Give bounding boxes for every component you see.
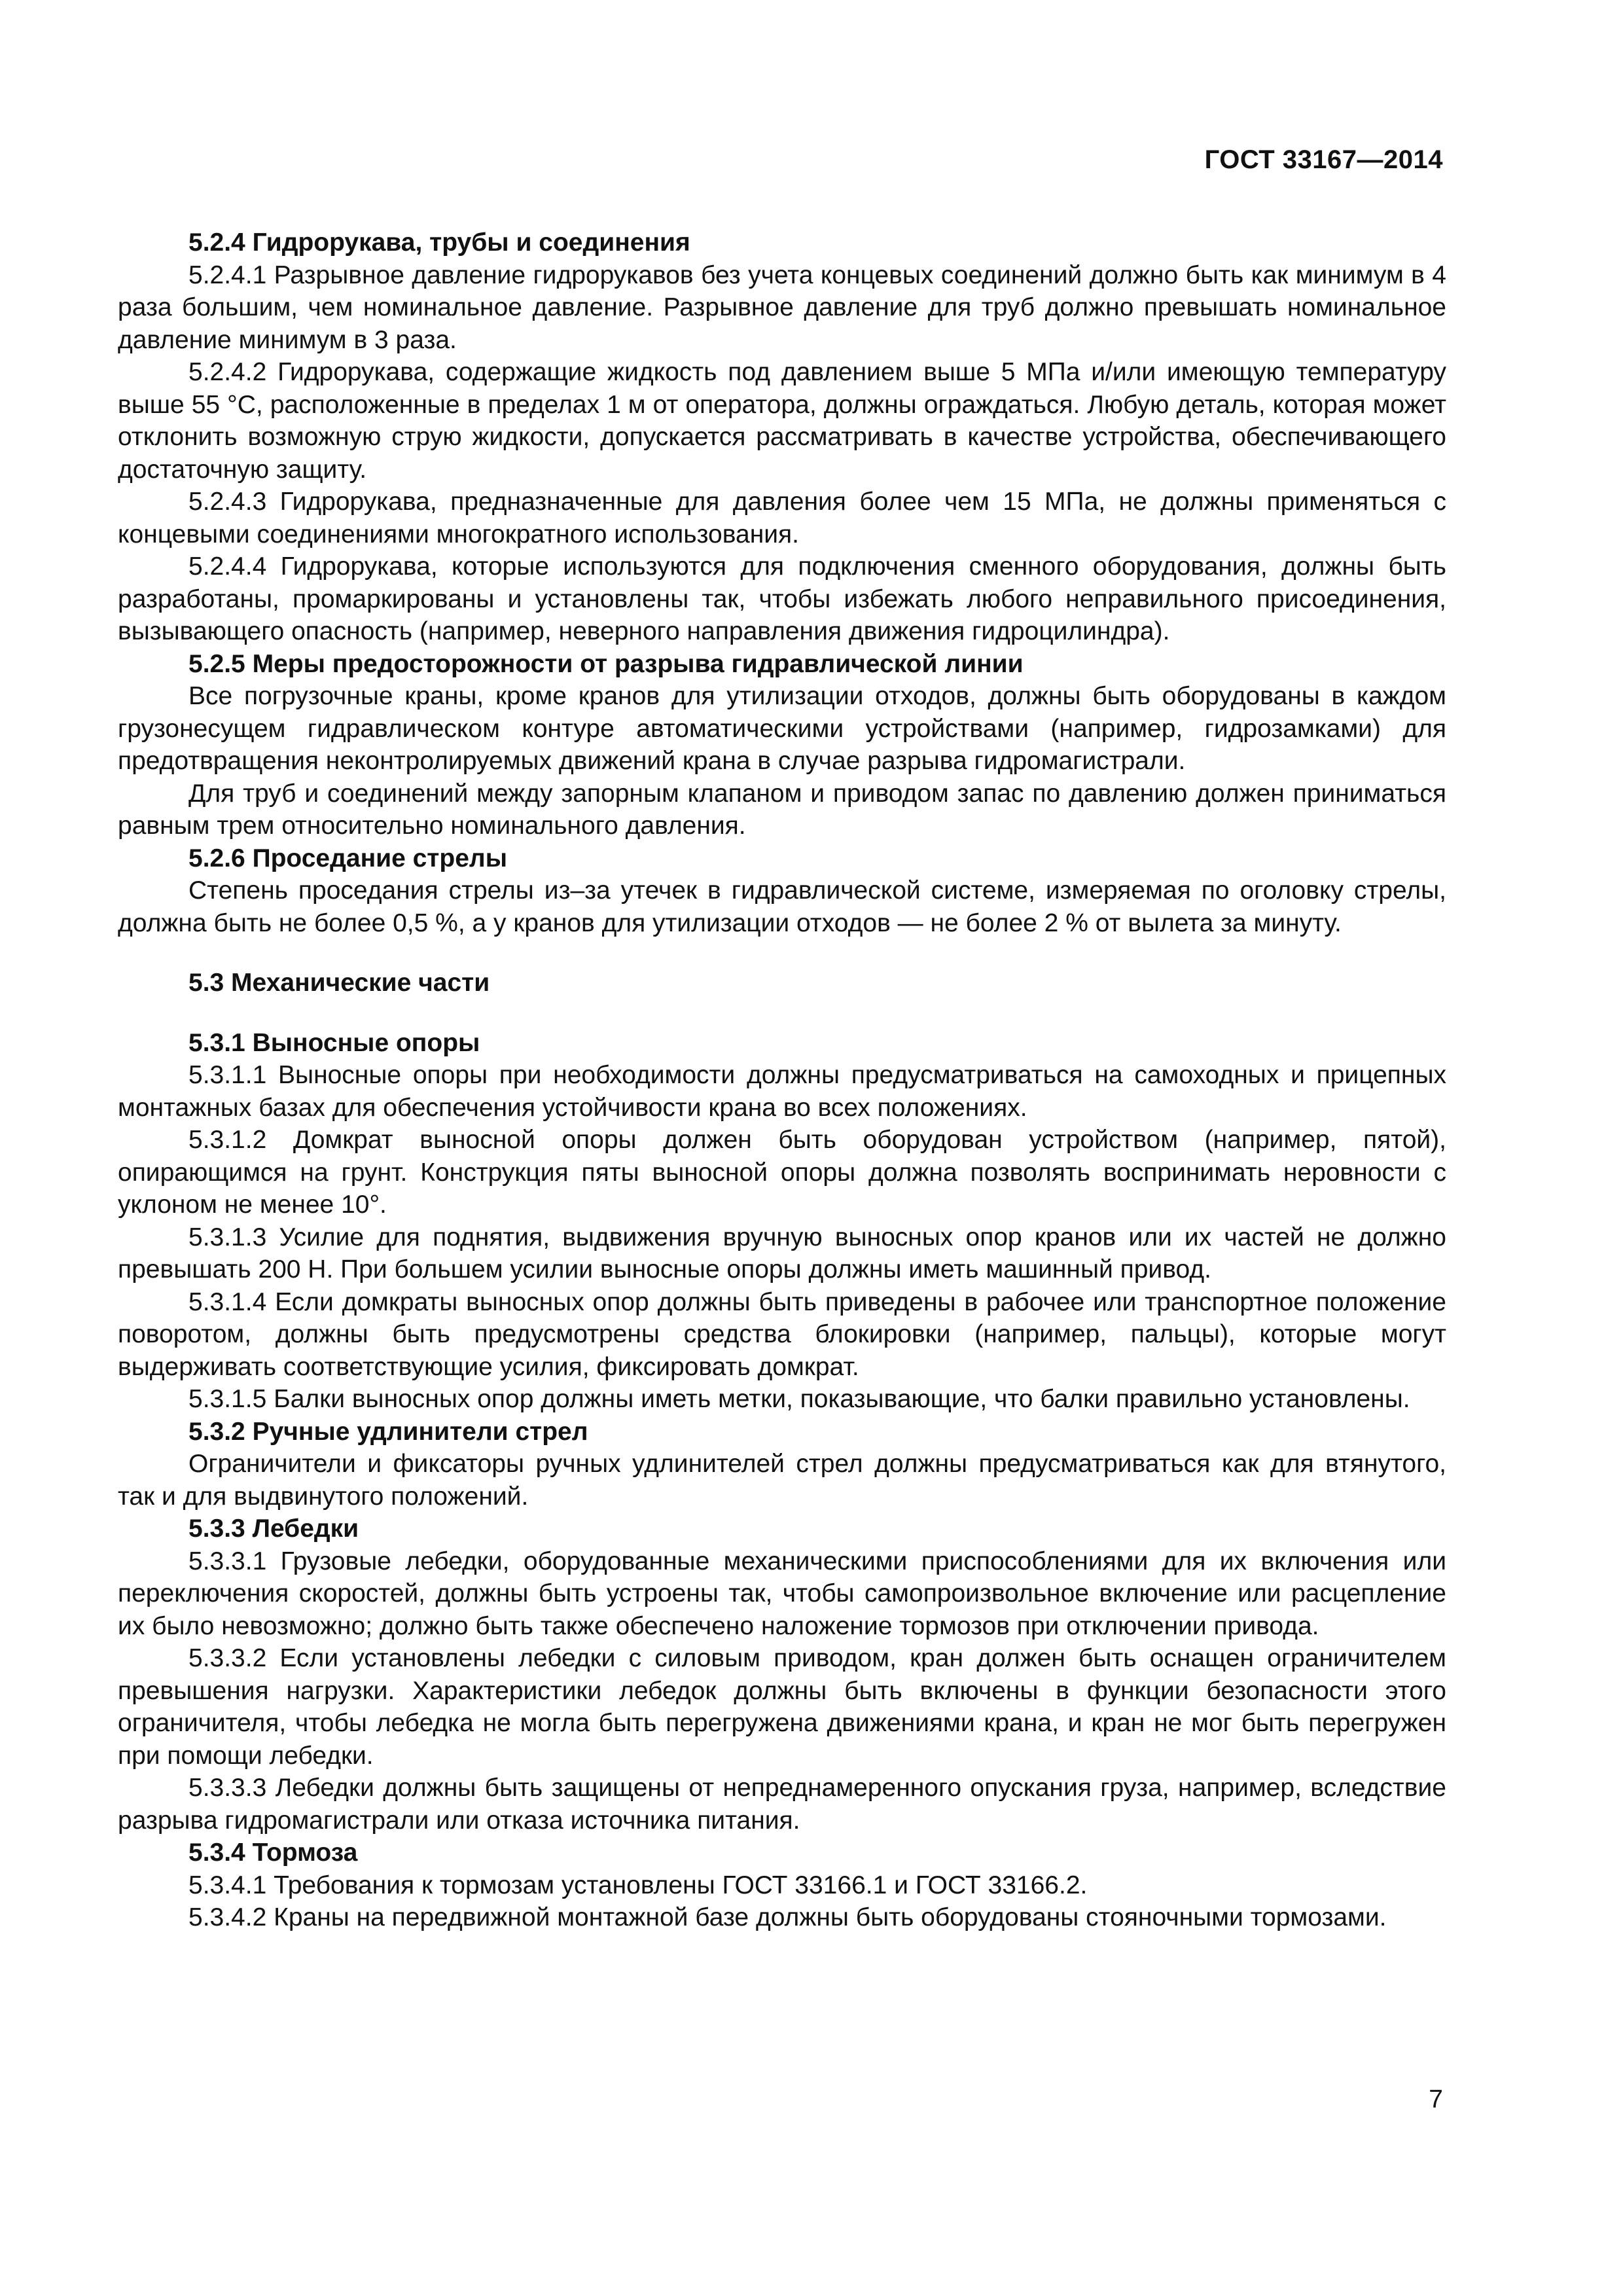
paragraph: Все погрузочные краны, кроме кранов для утилизации отходов, должны быть оборудованы в каждом грузонесущем гидравлическом контуре автоматическими устройствами (например, гидрозамками) для предотвращения неконтролируемых движений крана в случае разрыва гидромагистрали. <box>118 682 1446 775</box>
paragraph: 5.3.4.2 Краны на передвижной монтажной базе должны быть оборудованы стояночными тормозами. <box>188 1903 1387 1931</box>
paragraph: Для труб и соединений между запорным клапаном и приводом запас по давлению должен приниматься равным трем относительно номинального давления. <box>118 779 1446 840</box>
paragraph: 5.3.1.4 Если домкраты выносных опор должны быть приведены в рабочее или транспортное положение поворотом, должны быть предусмотрены средства блокировки (например, пальцы), которые могут выдерживать соответствующие усилия, фиксировать домкрат. <box>118 1287 1446 1381</box>
section-heading: 5.3 Механические части <box>188 969 490 997</box>
paragraph: 5.3.3.1 Грузовые лебедки, оборудованные механическими приспособлениями для их включения или переключения скоростей, должны быть устроены так, чтобы самопроизвольное включение или расцепление их было невозможно; должно быть также обеспечено наложение тормозов при отключении привода. <box>118 1547 1446 1640</box>
paragraph: 5.3.3.2 Если установлены лебедки с силовым приводом, кран должен быть оснащен ограничителем превышения нагрузки. Характеристики лебедок должны быть включены в функции безопасности этого ограничителя, чтобы лебедка не могла быть перегружена движениями крана, и кран не мог быть перегружен при помощи лебедки. <box>118 1644 1446 1770</box>
section-heading: 5.2.6 Проседание стрелы <box>188 844 508 872</box>
paragraph: 5.2.4.1 Разрывное давление гидрорукавов без учета концевых соединений должно быть как минимум в 4 раза большим, чем номинальное давление. Разрывное давление для труб должно превышать номинальное давление минимум в 3 раза. <box>118 260 1446 354</box>
paragraph: 5.3.1.3 Усилие для поднятия, выдвижения вручную выносных опор кранов или их частей не должно превышать 200 Н. При большем усилии выносные опоры должны иметь машинный привод. <box>118 1223 1446 1283</box>
paragraph: 5.2.4.4 Гидрорукава, которые используются для подключения сменного оборудования, должны быть разработаны, промаркированы и установлены так, чтобы избежать любого неправильного присоединения, вызывающего опасность (например, неверного направления движения гидроцилиндра). <box>118 552 1446 645</box>
document-body <box>118 226 1446 1934</box>
paragraph: 5.3.1.2 Домкрат выносной опоры должен быть оборудован устройством (например, пятой), опирающимся на грунт. Конструкция пяты выносной опоры должна позволять воспринимать неровности с уклоном не менее 10°. <box>118 1126 1446 1219</box>
section-heading: 5.3.1 Выносные опоры <box>188 1028 480 1057</box>
paragraph: 5.3.1.1 Выносные опоры при необходимости должны предусматриваться на самоходных и прицепных монтажных базах для обеспечения устойчивости крана во всех положениях. <box>118 1061 1446 1122</box>
page-number: 7 <box>1429 2085 1443 2113</box>
paragraph: 5.3.4.1 Требования к тормозам установлены ГОСТ 33166.1 и ГОСТ 33166.2. <box>188 1871 1088 1899</box>
paragraph: Ограничители и фиксаторы ручных удлинителей стрел должны предусматриваться как для втянутого, так и для выдвинутого положений. <box>118 1450 1446 1511</box>
paragraph: 5.3.1.5 Балки выносных опор должны иметь метки, показывающие, что балки правильно установлены. <box>188 1385 1410 1413</box>
standard-designation-header: ГОСТ 33167—2014 <box>1204 145 1443 174</box>
section-heading: 5.2.5 Меры предосторожности от разрыва гидравлической линии <box>188 649 1024 678</box>
paragraph: Степень проседания стрелы из–за утечек в гидравлической системе, измеряемая по оголовку стрелы, должна быть не более 0,5 %, а у кранов для утилизации отходов — не более 2 % от вылета за минуту. <box>118 876 1446 937</box>
section-heading: 5.3.4 Тормоза <box>188 1839 358 1867</box>
section-heading: 5.2.4 Гидрорукава, трубы и соединения <box>188 228 690 257</box>
paragraph: 5.2.4.2 Гидрорукава, содержащие жидкость под давлением выше 5 МПа и/или имеющую температуру выше 55 °С, расположенные в пределах 1 м от оператора, должны ограждаться. Любую деталь, которая может отклонить возможную струю жидкости, допускается рассматривать в качестве устройства, обеспечивающего достаточную защиту. <box>118 358 1446 484</box>
paragraph: 5.2.4.3 Гидрорукава, предназначенные для давления более чем 15 МПа, не должны применяться с концевыми соединениями многократного использования. <box>118 488 1446 548</box>
paragraph: 5.3.3.3 Лебедки должны быть защищены от непреднамеренного опускания груза, например, вследствие разрыва гидромагистрали или отказа источника питания. <box>118 1774 1446 1835</box>
section-heading: 5.3.3 Лебедки <box>188 1515 359 1543</box>
section-heading: 5.3.2 Ручные удлинители стрел <box>188 1417 588 1446</box>
